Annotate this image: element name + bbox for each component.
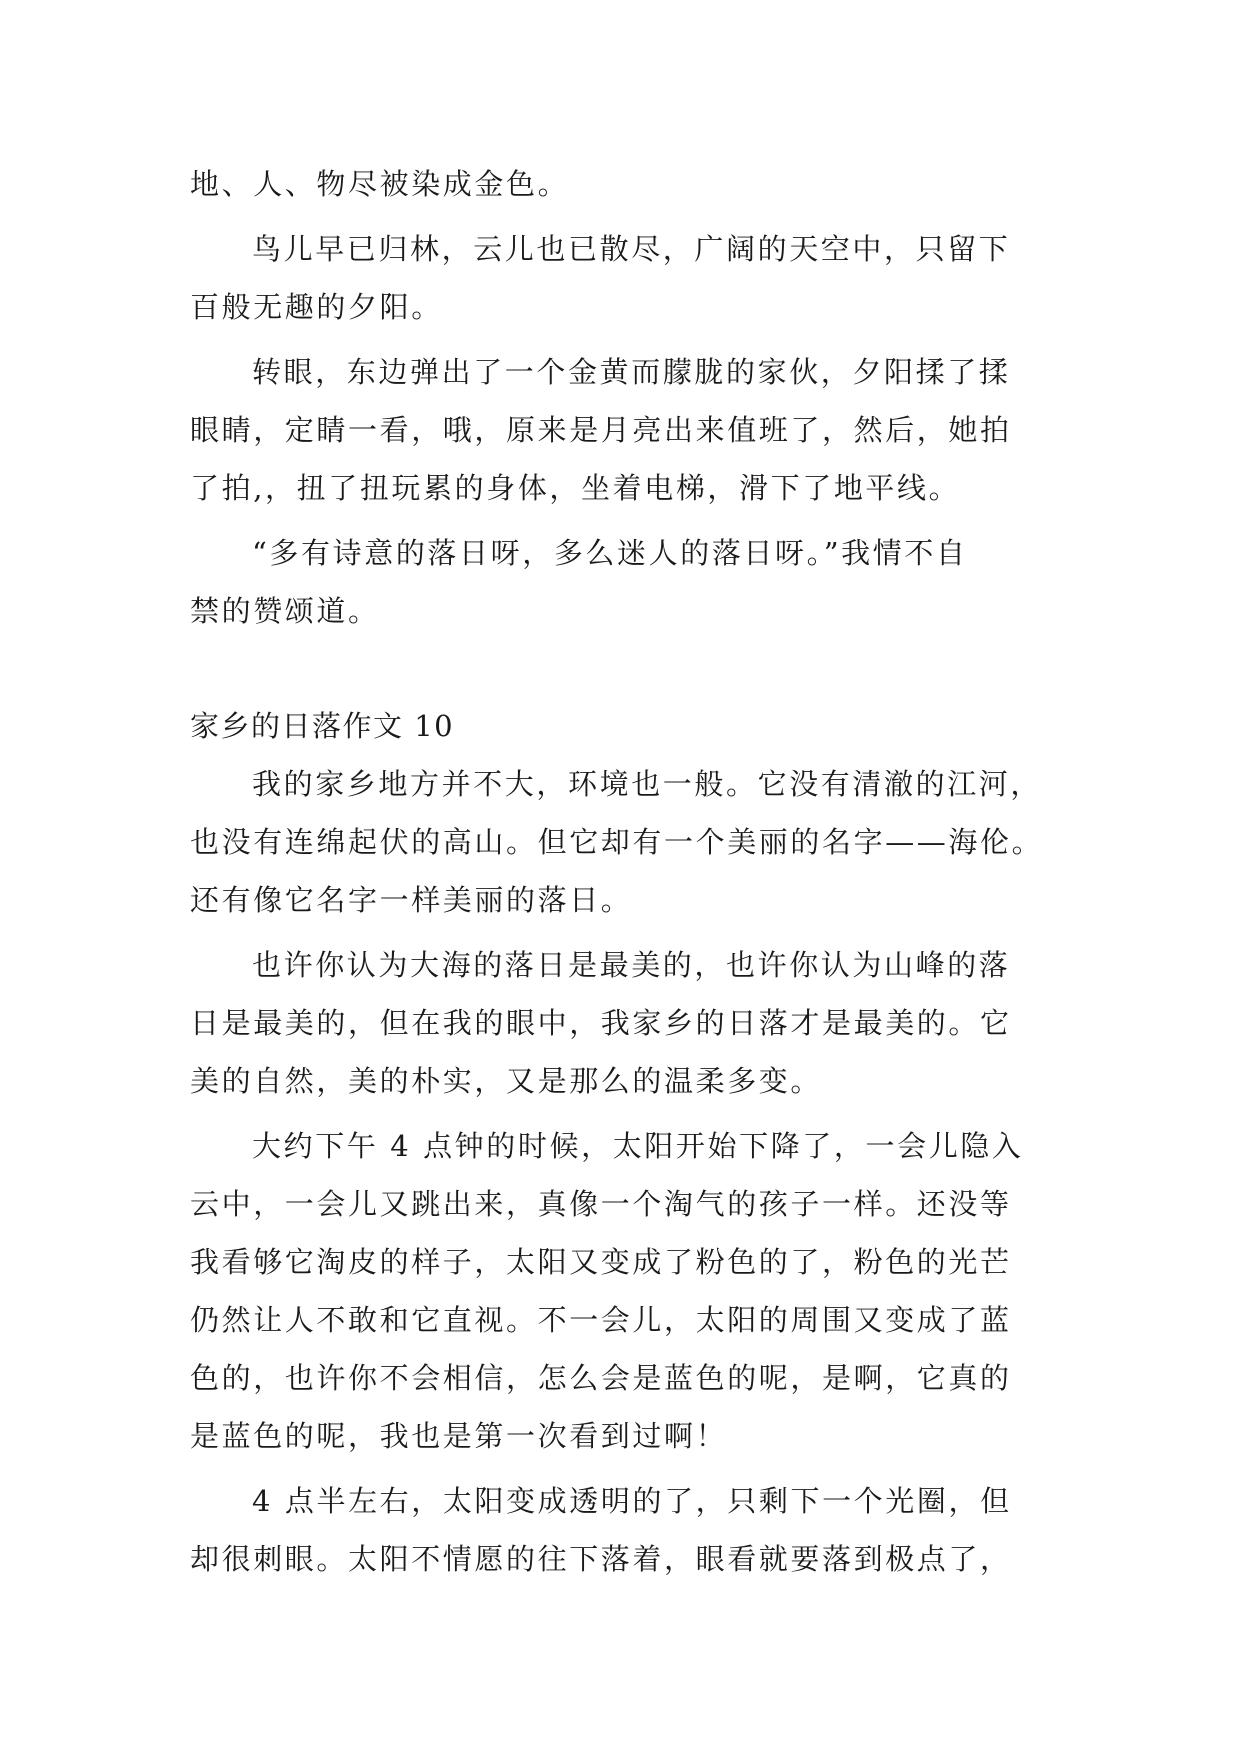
paragraph-hometown	[190, 755, 1050, 929]
paragraph-half-past-four	[190, 1472, 1050, 1588]
text-line: 也许你认为大海的落日是最美的，也许你认为山峰的落	[252, 948, 1011, 982]
paragraph-praise	[190, 524, 1050, 640]
text-line: 色的，也许你不会相信，怎么会是蓝色的呢，是啊，它真的	[190, 1361, 1012, 1395]
text-line: 日是最美的，但在我的眼中，我家乡的日落才是最美的。它	[190, 1006, 1012, 1040]
text-line: 却很刺眼。太阳不情愿的往下落着，眼看就要落到极点了，	[190, 1542, 1012, 1576]
text-line: 百般无趣的夕阳。	[190, 290, 443, 324]
text-line: 4 点半左右，太阳变成透明的了，只剩下一个光圈，但	[252, 1484, 1012, 1518]
paragraph-most-beautiful	[190, 936, 1050, 1110]
text-line: 美的自然，美的朴实，又是那么的温柔多变。	[190, 1064, 823, 1098]
document-page	[190, 155, 1050, 1588]
text-line: 我看够它淘皮的样子，太阳又变成了粉色的了，粉色的光芒	[190, 1245, 1012, 1279]
text-line: 禁的赞颂道。	[190, 594, 380, 628]
text-line: 还有像它名字一样美丽的落日。	[190, 883, 633, 917]
text-line: 了拍,，扭了扭玩累的身体，坐着电梯，滑下了地平线。	[190, 471, 961, 505]
text-line: 眼睛，定睛一看，哦，原来是月亮出来值班了，然后，她拍	[190, 413, 1012, 447]
text-line: 地、人、物尽被染成金色。	[190, 167, 570, 201]
paragraph-continuation	[190, 155, 1050, 213]
text-line: 也没有连绵起伏的高山。但它却有一个美丽的名字——海伦。	[190, 825, 1044, 859]
text-line: 云中，一会儿又跳出来，真像一个淘气的孩子一样。还没等	[190, 1187, 1012, 1221]
paragraph-birds	[190, 220, 1050, 336]
text-line: 大约下午 4 点钟的时候，太阳开始下降了，一会儿隐入	[252, 1129, 1024, 1163]
text-line: 鸟儿早已归林，云儿也已散尽，广阔的天空中，只留下	[252, 232, 1011, 266]
text-line: 仍然让人不敢和它直视。不一会儿，太阳的周围又变成了蓝	[190, 1303, 1012, 1337]
text-line: 是蓝色的呢，我也是第一次看到过啊！	[190, 1419, 728, 1453]
text-line: 我的家乡地方并不大，环境也一般。它没有清澈的江河，	[252, 767, 1043, 801]
text-line: “多有诗意的落日呀，多么迷人的落日呀。”我情不自	[252, 536, 968, 570]
paragraph-moon	[190, 343, 1050, 517]
paragraph-four-oclock	[190, 1117, 1050, 1465]
section-heading: 家乡的日落作文 10	[190, 709, 455, 743]
text-line: 转眼，东边弹出了一个金黄而朦胧的家伙，夕阳揉了揉	[252, 355, 1011, 389]
